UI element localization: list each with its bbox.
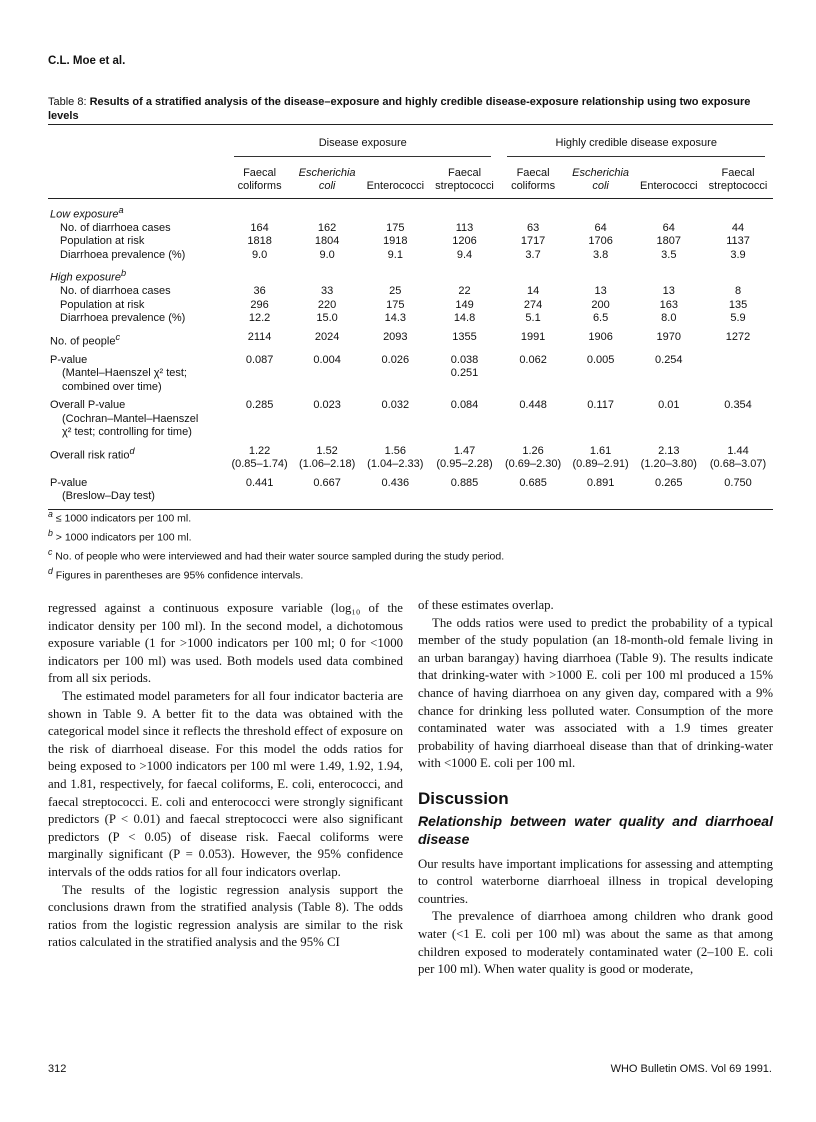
cell: 9.0 (319, 248, 335, 261)
cell: 14 (526, 285, 540, 298)
footnote-marker: c (48, 547, 53, 557)
footnote-text: No. of people who were interviewed and had their water source sampled during the study period. (55, 550, 505, 563)
cell: 2024 (314, 330, 340, 343)
cell (226, 472, 293, 510)
cell: 9.1 (387, 248, 403, 261)
cell: 1355 (452, 330, 477, 343)
cell (361, 349, 430, 395)
row-label: Population at risk (60, 298, 145, 311)
column-header-line1: Faecal (243, 166, 277, 179)
cell-value: 0.038 (450, 353, 479, 366)
cell: 6.5 (592, 312, 609, 325)
section-row (48, 198, 773, 222)
cell-value: 0.254 (655, 353, 683, 366)
table-row (48, 326, 773, 349)
cell: 1804 (314, 235, 340, 248)
cell (567, 472, 635, 510)
column-header (430, 161, 500, 199)
column-header-line2: coliforms (237, 180, 282, 192)
row-label-sub: combined over time) (62, 380, 162, 393)
cell: 1706 (588, 235, 613, 248)
column-header-line2: streptococci (435, 180, 494, 192)
cell-value: 0.023 (313, 399, 341, 412)
confidence-interval: (1.04–2.33) (367, 458, 424, 471)
row-label: Diarrhoea prevalence (%) (60, 248, 186, 261)
risk-ratio: 1.61 (589, 444, 612, 457)
table-label: Table 8: (48, 96, 87, 108)
footnote-marker: a (48, 509, 53, 519)
cell (293, 349, 361, 395)
column-header-line1: Escherichia (298, 166, 356, 179)
confidence-interval: (0.85–1.74) (231, 458, 288, 471)
cell-value: 0.891 (586, 476, 615, 489)
cell (293, 472, 361, 510)
confidence-interval: (0.95–2.28) (436, 458, 493, 471)
cell (430, 349, 500, 395)
row-label (48, 394, 226, 440)
table-caption (48, 95, 773, 123)
cell: 64 (594, 221, 607, 234)
footnote-marker: b (120, 268, 127, 279)
cell-value: 0.750 (724, 476, 752, 489)
cell (635, 394, 704, 440)
table-row (48, 394, 773, 440)
table-caption-text: Results of a stratified analysis of the disease–exposure and highly credible disease-exposure relationship using two exposure levels (48, 96, 751, 122)
cell (430, 394, 500, 440)
cell (361, 472, 430, 510)
column-header-line2: Enterococci (640, 180, 698, 192)
column-group (226, 125, 499, 161)
cell: 3.7 (525, 248, 541, 261)
footnote-text: ≤ 1000 indicators per 100 ml. (55, 512, 192, 525)
column-group-label: Disease exposure (234, 137, 491, 157)
cell: 12.2 (248, 312, 271, 325)
table-row (48, 285, 773, 299)
cell-value: 0.087 (245, 353, 274, 366)
cell: 162 (317, 221, 337, 234)
row-label: No. of diarrhoea cases (60, 285, 171, 298)
cell: 9.0 (251, 248, 268, 261)
cell (499, 349, 566, 395)
risk-ratio: 1.56 (384, 444, 407, 457)
page-number: 312 (48, 1063, 67, 1075)
cell (703, 394, 773, 440)
cell-value: 0.885 (450, 476, 479, 489)
column-header (293, 161, 361, 199)
cell (293, 394, 361, 440)
cell: 36 (253, 285, 266, 298)
row-label-sub: χ² test; controlling for time) (62, 426, 192, 439)
cell: 149 (455, 298, 474, 311)
cell: 15.0 (316, 312, 338, 325)
column-header (226, 161, 293, 199)
footnote-marker: b (48, 528, 53, 538)
table-row (48, 222, 773, 236)
left-column (48, 600, 403, 952)
paragraph: The prevalence of diarrhoea among children who drank good water (<1 E. coli per 100 ml) was about the same as that among children exposed to moderately contaminated water (2–100 E. coli per 100 ml). When water quality is good or moderate, (418, 909, 773, 977)
cell (567, 349, 635, 395)
cell (293, 440, 361, 472)
cell-value: 0.026 (381, 353, 410, 366)
row-label: Diarrhoea prevalence (%) (60, 312, 186, 325)
cell: 1918 (383, 235, 408, 248)
footnote-marker: d (48, 566, 53, 576)
cell (226, 440, 293, 472)
row-label: Overall risk ratio$^d$ (50, 445, 135, 462)
cell-value: 0.005 (586, 353, 615, 366)
column-header-line1: Escherichia (572, 166, 630, 179)
cell (361, 394, 430, 440)
confidence-interval: (1.06–2.18) (298, 458, 356, 471)
cell (567, 394, 635, 440)
confidence-interval: (0.89–2.91) (572, 458, 629, 471)
row-label (48, 472, 226, 510)
column-header-line1 (363, 167, 428, 181)
column-group (499, 125, 773, 161)
cell: 5.9 (730, 312, 746, 325)
row-label (48, 349, 226, 395)
cell: 25 (389, 285, 402, 298)
section-heading: Discussion (418, 788, 509, 808)
column-header-line2: coli (592, 180, 609, 192)
cell (703, 472, 773, 510)
footnote-marker: c (115, 331, 121, 342)
cell (499, 472, 566, 510)
cell: 175 (386, 221, 405, 234)
cell-value: 0.441 (245, 476, 274, 489)
group-header-row (48, 125, 773, 161)
cell: 13 (594, 285, 607, 298)
column-header (499, 161, 566, 199)
cell (635, 472, 704, 510)
cell: 14.8 (453, 312, 476, 325)
cell-value: 0.285 (245, 399, 274, 412)
cell: 14.3 (384, 312, 407, 325)
cell: 1717 (520, 235, 546, 248)
cell: 1206 (452, 235, 477, 248)
footnote-text: > 1000 indicators per 100 ml. (55, 531, 192, 544)
table-row (48, 249, 773, 263)
confidence-interval: (0.69–2.30) (504, 458, 562, 471)
footnote (48, 507, 504, 526)
cell-value: 0.084 (450, 399, 479, 412)
cell: 5.1 (525, 312, 541, 325)
cell-value: 0.436 (381, 476, 410, 489)
row-label-sub: (Mantel–Haenszel χ² test; (62, 367, 187, 380)
cell: 164 (250, 221, 269, 234)
cell: 1272 (725, 330, 751, 343)
risk-ratio: 2.13 (658, 444, 680, 457)
cell: 175 (386, 298, 405, 311)
paragraph: Our results have important implications for assessing and attempting to control waterborne diarrhoeal illness in tropical developing countries. (418, 856, 773, 906)
column-header-line1 (637, 167, 702, 181)
column-header (361, 161, 430, 199)
table-row (48, 312, 773, 326)
right-column (418, 597, 773, 979)
cell-value: 0.265 (655, 476, 683, 489)
cell (635, 349, 704, 395)
section-row (48, 262, 773, 285)
cell (226, 349, 293, 395)
cell: 8 (734, 285, 742, 298)
results-table (48, 124, 773, 510)
footnote-marker: d (129, 445, 135, 456)
cell: 64 (662, 221, 675, 234)
subsection-heading: Relationship between water quality and diarrhoeal disease (418, 812, 773, 847)
cell: 8.0 (661, 312, 677, 325)
cell: 274 (523, 298, 543, 311)
footnote-text: Figures in parentheses are 95% confidence intervals. (55, 569, 304, 582)
cell: 1970 (656, 330, 682, 343)
cell: 135 (728, 298, 748, 311)
cell: 1818 (247, 235, 272, 248)
row-label-sub: (Breslow–Day test) (62, 490, 155, 503)
cell (499, 440, 566, 472)
cell (635, 440, 704, 472)
table-row (48, 299, 773, 313)
cell (430, 472, 500, 510)
column-header-row (48, 161, 773, 199)
table-row (48, 349, 773, 395)
cell: 3.5 (661, 248, 677, 261)
cell (703, 440, 773, 472)
footnote (48, 545, 504, 564)
cell-value: 0.685 (519, 476, 547, 489)
cell: 163 (659, 298, 678, 311)
cell-value: 0.004 (313, 353, 341, 366)
table-row (48, 440, 773, 472)
risk-ratio: 1.52 (316, 444, 338, 457)
column-header-line2: coli (318, 180, 336, 192)
column-header-line1: Faecal (516, 166, 550, 179)
paragraph: The odds ratios were used to predict the probability of a typical member of the study population (an 18-month-old female living in an urban barangay) having diarrhoea (Table 9). The results indicate that drinking-water with >1000 E. coli per 100 ml produced a 15% chance of having diarrhoea on any given day, compared with a 9% chance for drinking less polluted water. Consumption of the more contaminated water was associated with a 1.9 times greater probability of having diarrhoeal disease than that of drinking-water with <1000 E. coli per 100 ml. (418, 615, 773, 771)
row-label-sub: (Cochran–Mantel–Haenszel (62, 412, 199, 425)
cell (499, 394, 566, 440)
cell (567, 440, 635, 472)
cell: 200 (591, 298, 610, 311)
column-header (567, 161, 635, 199)
cell: 2093 (383, 330, 408, 343)
cell: 13 (662, 285, 675, 298)
cell: 22 (458, 285, 471, 298)
cell-value: 0.117 (587, 399, 614, 412)
cell: 3.8 (592, 248, 609, 261)
cell: 1807 (656, 235, 682, 248)
cell: 220 (317, 298, 337, 311)
journal-footer: WHO Bulletin OMS. Vol 69 1991. (610, 1063, 772, 1075)
paragraph: of these estimates overlap. (418, 598, 554, 612)
column-header-line1: Faecal (721, 166, 755, 179)
cell-value: 0.062 (519, 353, 547, 366)
cell: 44 (731, 221, 745, 234)
column-header-line2: coliforms (511, 180, 556, 192)
section-label: Low exposure (50, 208, 119, 221)
column-header (635, 161, 704, 199)
cell: 1906 (588, 330, 613, 343)
table-row (48, 472, 773, 510)
row-label: Population at risk (60, 235, 145, 248)
column-header-line2: Enterococci (366, 180, 425, 192)
running-header-author: C.L. Moe et al. (48, 55, 126, 67)
cell: 1991 (520, 330, 546, 343)
risk-ratio: 1.26 (522, 444, 544, 457)
risk-ratio: 1.44 (727, 444, 749, 457)
column-header-line2: streptococci (708, 180, 768, 192)
table-footnotes (48, 507, 504, 583)
cell (361, 440, 430, 472)
cell: 2114 (247, 330, 272, 343)
cell: 3.9 (730, 248, 746, 261)
section-label: High exposure (50, 271, 121, 284)
paragraph: The results of the logistic regression analysis support the conclusions drawn from the stratified analysis (Table 8). The odds ratios from the logistic regression analysis are similar to the risk ratios calculated in the stratified analysis and the 95% CI (48, 882, 403, 950)
row-label-main: P-value (50, 353, 88, 366)
footnote-marker: a (118, 204, 124, 215)
paragraph: regressed against a continuous exposure variable (log₁₀ of the indicator density per 100 ml). In the second model, a dichotomous exposure variable (1 for >1000 indicators per 100 ml; 0 for <1000 indicators per 100 ml) was used. Both models used data combined from all six periods. (48, 601, 403, 686)
cell (703, 349, 773, 395)
cell (226, 394, 293, 440)
cell-value: 0.032 (381, 399, 410, 412)
confidence-interval: (1.20–3.80) (640, 458, 697, 471)
risk-ratio: 1.47 (453, 444, 476, 457)
confidence-interval: (0.68–3.07) (709, 458, 767, 471)
row-label: No. of diarrhoea cases (60, 221, 171, 234)
column-group-label: Highly credible disease exposure (507, 137, 765, 157)
row-label-main: P-value (50, 476, 88, 489)
cell-value: 0.667 (313, 476, 341, 489)
cell: 9.4 (456, 248, 473, 261)
cell-extra-value: 0.251 (450, 367, 479, 380)
row-label-main: Overall P-value (50, 399, 126, 412)
row-label: No. of people$^c$ (50, 331, 121, 348)
risk-ratio: 1.22 (248, 444, 271, 457)
cell-value: 0.354 (724, 399, 752, 412)
table-row (48, 235, 773, 249)
cell: 113 (455, 221, 474, 234)
cell-value: 0.448 (519, 399, 547, 412)
cell: 1137 (726, 235, 750, 248)
footnote (48, 526, 504, 545)
column-header (703, 161, 773, 199)
footnote (48, 564, 504, 583)
cell: 63 (526, 221, 540, 234)
column-header-line1: Faecal (448, 166, 482, 179)
cell-value: 0.01 (658, 399, 680, 412)
paragraph: The estimated model parameters for all four indicator bacteria are shown in Table 9. A better fit to the data was obtained with the categorical model since it reflects the threshold effect of exposure on the risk of diarrhoeal disease. For this model the odds ratios for being exposed to >1000 indicators per 100 ml were 1.49, 1.92, 1.94, and 1.81, respectively, for faecal coliforms, E. coli, enterococci, and faecal streptococci. E. coli and enterococci were strongly significant predictors (P < 0.01) and faecal streptococci were also significant predictors (P < 0.05) of disease risk. Faecal coliforms were marginally significant (P = 0.053). However, the 95% confidence intervals of the odds ratios for all four indicators overlap. (48, 688, 403, 879)
cell (430, 440, 500, 472)
cell: 33 (320, 285, 334, 298)
cell: 296 (250, 298, 269, 311)
